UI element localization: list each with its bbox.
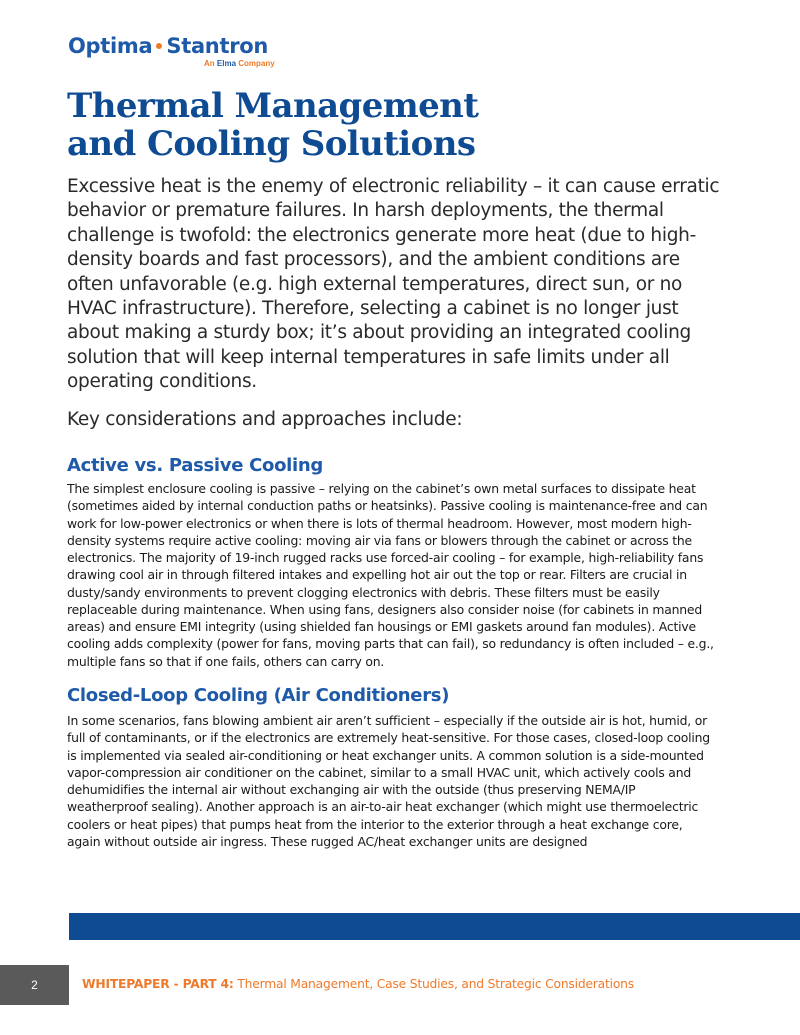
- section-body-active-passive: The simplest enclosure cooling is passive – relying on the cabinet’s own metal surfaces to dissipate heat (sometimes aided by internal conduction paths or heatsinks). Passive cooling is maintenance-free and can work for low-power electronics or when there is lots of thermal headroom. However, most modern high-density systems require active cooling: moving air via fans or blowers through the cabinet or across the electronics. The majority of 19-inch rugged racks use forced-air cooling – for example, high-reliability fans drawing cool air in through filtered intakes and expelling hot air out the top or rear. Filters are crucial in dusty/sandy environments to prevent clogging electronics with debris. These filters must be easily replaceable during maintenance. When using fans, designers also consider noise (for cabinets in manned areas) and ensure EMI integrity (using shielded fan housings or EMI gaskets around fan modules). Active cooling adds complexity (power for fans, moving parts that can fail), so redundancy is often included – e.g., multiple fans so that if one fails, others can carry on.: [67, 481, 714, 669]
- logo-tagline-suffix: Company: [238, 59, 275, 68]
- page-number: 2: [0, 965, 69, 1005]
- page-title: [67, 87, 707, 163]
- logo-tagline: [204, 59, 275, 68]
- section-body-closed-loop: In some scenarios, fans blowing ambient air aren’t sufficient – especially if the outside air is hot, humid, or full of contaminants, or if the electronics are extremely heat-sensitive. For those cases, closed-loop cooling is implemented via sealed air-conditioning or heat exchanger units. A common solution is a side-mounted vapor-compression air conditioner on the cabinet, similar to a small HVAC unit, which actively cools and dehumidifies the internal air without exchanging air with the outside (thus preserving NEMA/IP weatherproof sealing). Another approach is an air-to-air heat exchanger (which might use thermoelectric coolers or heat pipes) that pumps heat from the interior to the exterior through a heat exchange core, again without outside air ingress. These rugged AC/heat exchanger units are designed: [67, 713, 710, 849]
- logo-part-2: Stantron: [166, 34, 269, 58]
- footer-band: [69, 913, 800, 940]
- footer-text: Thermal Management, Case Studies, and Strategic Considerations: [237, 977, 634, 991]
- lead-sentence: Key considerations and approaches include:: [67, 409, 463, 430]
- section-heading-active-passive: Active vs. Passive Cooling: [67, 455, 323, 476]
- logo-dot-icon: [156, 43, 162, 49]
- footer-label: WHITEPAPER - PART 4:: [82, 977, 234, 991]
- section-heading-closed-loop: Closed-Loop Cooling (Air Conditioners): [67, 685, 450, 706]
- intro-paragraph: Excessive heat is the enemy of electronic reliability – it can cause erratic behavior or premature failures. In harsh deployments, the thermal challenge is twofold: the electronics generate more heat (due to high-density boards and fast processors), and the ambient conditions are often unfavorable (e.g. high external temperatures, direct sun, or no HVAC infrastructure). Therefore, selecting a cabinet is no longer just about making a sturdy box; it’s about providing an integrated cooling solution that will keep internal temperatures in safe limits under all operating conditions.: [67, 176, 720, 393]
- logo-tagline-brand: Elma: [216, 59, 237, 68]
- logo-part-1: Optima: [68, 34, 153, 58]
- footer-caption: [82, 977, 634, 991]
- page-title-line-2: and Cooling Solutions: [67, 124, 476, 164]
- page-title-line-1: Thermal Management: [67, 86, 479, 126]
- logo-wordmark: [68, 33, 278, 59]
- logo-tagline-prefix: An: [204, 59, 215, 68]
- company-logo: [68, 33, 278, 68]
